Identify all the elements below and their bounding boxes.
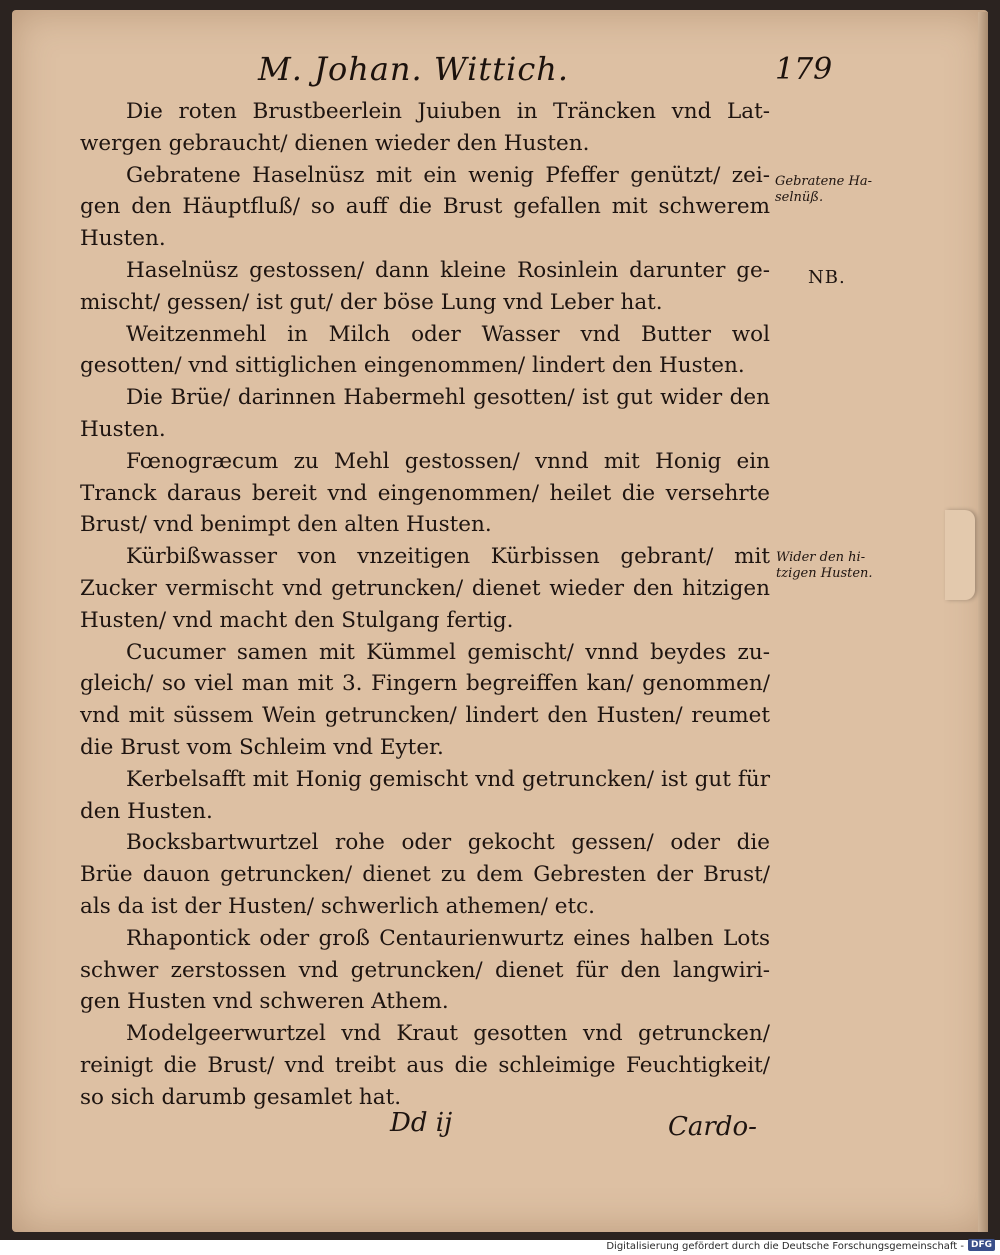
margin-note: Gebratene Ha- selnüß. xyxy=(775,174,872,205)
signature-mark: Dd ij xyxy=(390,1108,453,1138)
paragraph: Rhapontick oder groß Centaurienwurtz eines halben Lots schwer zerstossen vnd getruncken/ dienet für den langwiri- gen Husten vnd schweren Athem. xyxy=(80,925,770,1015)
margin-note-nb: NB. xyxy=(808,267,846,288)
page-edge xyxy=(978,12,988,1232)
paragraph: Die Brüe/ darinnen Habermehl gesotten/ ist gut wider den Husten. xyxy=(80,385,770,442)
paragraph: Weitzenmehl in Milch oder Wasser vnd Butter wol gesotten/ vnd sittiglichen eingenommen/ lindert den Husten. xyxy=(80,321,770,379)
paragraph: Kerbelsafft mit Honig gemischt vnd getruncken/ ist gut für den Husten. xyxy=(80,766,770,824)
paragraph: Fœnogræcum zu Mehl gestossen/ vnnd mit Honig ein Tranck daraus bereit vnd eingenommen/ heilet die versehrte Brust/ vnd benimpt den alten Husten. xyxy=(80,448,770,538)
dfg-logo: DFG xyxy=(968,1239,995,1251)
catchword: Cardo- xyxy=(668,1112,757,1142)
paragraph: Die roten Brustbeerlein Juiuben in Träncken vnd Lat- wergen gebraucht/ dienen wieder den Husten. xyxy=(80,99,770,156)
paragraph: Haselnüsz gestossen/ dann kleine Rosinlein darunter ge- mischt/ gessen/ ist gut/ der böse Lung vnd Leber hat. xyxy=(80,257,770,315)
paragraph: Bocksbartwurtzel rohe oder gekocht gessen/ oder die Brüe dauon getruncken/ dienet zu dem Gebresten der Brust/ als da ist der Husten/ schwerlich athemen/ etc. xyxy=(80,830,770,919)
body-text xyxy=(80,96,770,1114)
paragraph: Kürbißwasser von vnzeitigen Kürbissen gebrant/ mit Zucker vermischt vnd getruncken/ dienet wieder den hitzigen Husten/ vnd macht den Stulgang fertig. xyxy=(80,544,770,633)
footer-credit: Digitalisierung gefördert durch die Deutsche Forschungsgemeinschaft - xyxy=(606,1241,964,1252)
running-head: M. Johan. Wittich. xyxy=(258,50,570,88)
bookmark-tab xyxy=(945,510,975,600)
margin-note: Wider den hi- tzigen Husten. xyxy=(776,550,873,581)
paragraph: Cucumer samen mit Kümmel gemischt/ vnnd beydes zu- gleich/ so viel man mit 3. Fingern begreiffen kan/ genommen/ vnd mit süssem Wein getruncken/ lindert den Husten/ reumet die Brust vom Schleim vnd Eyter. xyxy=(80,639,770,760)
paragraph: Modelgeerwurtzel vnd Kraut gesotten vnd getruncken/ reinigt die Brust/ vnd treibt aus die schleimige Feuchtigkeit/ so sich darumb gesamlet hat. xyxy=(80,1021,770,1110)
page-number: 179 xyxy=(775,52,833,87)
paragraph: Gebratene Haselnüsz mit ein wenig Pfeffer genützt/ zei- gen den Häuptfluß/ so auff die Brust gefallen mit schwerem Husten. xyxy=(80,162,770,252)
